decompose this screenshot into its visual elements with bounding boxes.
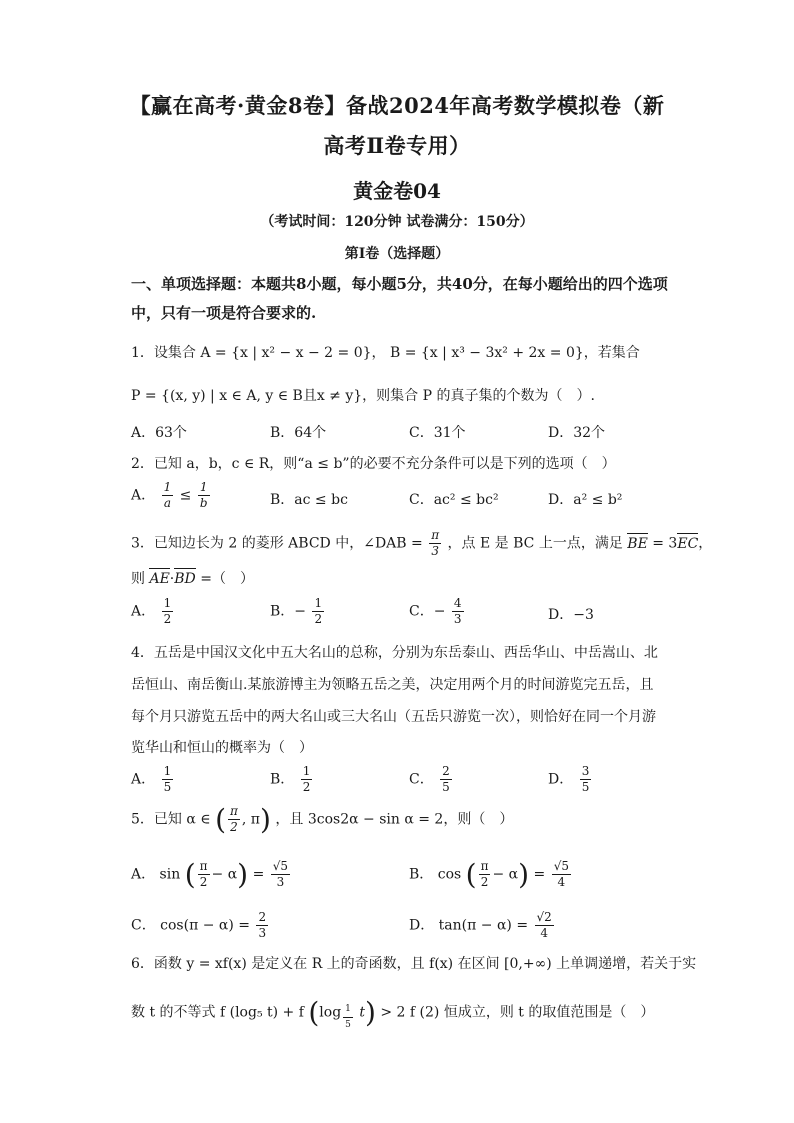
q5-interval-num: π: [230, 804, 238, 818]
part-title: 第Ⅰ卷（选择题）: [344, 246, 450, 262]
q1-stem-line-1: 1．设集合 A = {x | x² − x − 2 = 0}， B = {x | x³ − 3x² + 2x = 0}，若集合: [131, 345, 640, 361]
q1-option-c: C．31个: [409, 425, 466, 441]
q3-stem-line-2: [131, 568, 254, 588]
q5-opt-c-den: 3: [258, 926, 267, 940]
q5-opt-a-den: 3: [276, 875, 285, 889]
q5-opt-a-eq: =: [252, 866, 265, 883]
q3-opt-c-den: 3: [453, 612, 462, 626]
q2-option-b: B．ac ≤ bc: [270, 492, 348, 508]
exam-subtitle: 黄金卷04: [353, 179, 441, 203]
q2-frac2-num: 1: [198, 480, 210, 496]
q5-interval-frac: [228, 804, 240, 835]
q6-log-base-num: 1: [343, 1002, 353, 1018]
q3-stem-text-b: ，点 E 是 BC 上一点，满足: [447, 535, 623, 552]
q4-stem-line-4: 览华山和恒山的概率为（ ）: [131, 740, 313, 756]
exam-info: （考试时间：120分钟 试卷满分：150分）: [260, 214, 534, 230]
q3-angle-den: 3: [431, 544, 439, 558]
q4-option-a-prefix: A．: [131, 771, 156, 788]
q5-option-a: A． sin ( $\frac{\pi}{2}$ − α) = $\frac{√5}{3}$: [131, 858, 289, 891]
q6-log-base-den: 5: [345, 1019, 351, 1030]
q4-opt-d-den: 5: [581, 780, 590, 794]
q5-opt-a-num: √5: [272, 859, 289, 873]
q2-option-d: D．a² ≤ b²: [548, 492, 623, 508]
q4-option-d-prefix: D．: [548, 771, 574, 788]
q3-dot: ·: [169, 571, 175, 587]
q5-stem-a: 5．已知 α ∈: [131, 811, 211, 828]
q3-eq-mid: = 3: [647, 535, 678, 552]
q3-option-a-prefix: A．: [131, 603, 156, 620]
q2-option-a-prefix: A．: [131, 487, 156, 504]
q3-option-d: D．−3: [548, 607, 594, 623]
q5-opt-a-value: [271, 859, 290, 890]
q3-vector-bd: BD: [174, 571, 196, 587]
q4-option-c-prefix: C．: [409, 771, 434, 788]
q5-option-d-prefix: D． tan(π − α) =: [409, 917, 529, 934]
q1-option-b: B．64个: [270, 425, 327, 441]
q4-stem-line-3: 每个月只游览五岳中的两大名山或三大名山（五岳只游览一次），则恰好在同一个月游: [131, 709, 656, 725]
q4-option-b: [270, 764, 314, 795]
q4-opt-c-den: 5: [442, 780, 450, 794]
q3-option-c-prefix: C．−: [409, 603, 446, 620]
q4-option-b-prefix: B．: [270, 771, 295, 788]
q2-option-c: C．ac² ≤ bc²: [409, 492, 499, 508]
q4-opt-d-num: 3: [581, 764, 590, 778]
exam-title-line-1: 【赢在高考·黄金8卷】备战2024年高考数学模拟卷（新: [129, 93, 665, 118]
q3-option-a: [131, 596, 175, 627]
q5-opt-b-eq: =: [533, 866, 546, 883]
q5-opt-d-den: 4: [540, 926, 548, 940]
q3-opt-a-num: 1: [163, 596, 172, 610]
q4-option-c: [409, 764, 454, 795]
q3-option-c: [409, 596, 466, 627]
q5-option-d: [409, 910, 556, 941]
q5-opt-b-value: [552, 859, 571, 890]
q5-opt-b-two: 2: [480, 875, 489, 889]
q4-option-a-frac: [162, 764, 174, 795]
q3-stem-text-a: 3．已知边长为 2 的菱形 ABCD 中，∠DAB =: [131, 535, 423, 552]
q5-option-c: [131, 910, 270, 941]
q5-opt-d-value: [535, 910, 554, 941]
q5-stem-b: ，且 3cos2α − sin α = 2，则（ ）: [275, 811, 514, 828]
q1-option-d: D．32个: [548, 425, 606, 441]
q3-option-b-prefix: B．−: [270, 603, 307, 620]
q1-stem-line-2: P = {(x, y) | x ∈ A, y ∈ B且x ≠ y}，则集合 P 的真子集的个数为（ ）.: [131, 388, 595, 404]
q2-option-a-rel: ≤: [179, 487, 192, 504]
q3-opt-a-den: 2: [163, 612, 172, 626]
q3-line2-b: =（ ）: [195, 571, 254, 587]
q6-stem-line-2: 数 t 的不等式 f (log₅ t) + f (log $\frac{1}{5}$ t) > 2 f (2) 恒成立，则 t 的取值范围是（ ）: [131, 996, 654, 1033]
q6-log-base-frac: [343, 1002, 353, 1033]
q1-option-a: A．63个: [131, 425, 187, 441]
q2-option-a: [131, 480, 212, 511]
q5-opt-a-inner-frac: [198, 859, 210, 890]
q3-option-b: [270, 596, 326, 627]
q5-opt-b-num: √5: [553, 859, 569, 873]
q6-stem-line-1: 6．函数 y = xf(x) 是定义在 R 上的奇函数，且 f(x) 在区间 [0,+∞) 上单调递增，若关于实: [131, 956, 697, 972]
q2-frac1-den: a: [163, 496, 171, 510]
q5-opt-b-pi: π: [480, 859, 489, 873]
q4-option-d-frac: [580, 764, 592, 795]
q5-opt-d-num: √2: [536, 910, 552, 924]
q2-frac2-den: b: [199, 496, 208, 510]
q4-opt-a-num: 1: [163, 764, 172, 778]
q4-opt-a-den: 5: [163, 780, 172, 794]
q3-vector-ae: AE: [149, 571, 170, 587]
q5-option-c-prefix: C． cos(π − α) =: [131, 917, 251, 934]
q2-option-a-frac-2: [198, 480, 210, 511]
q3-opt-b-den: 2: [314, 612, 323, 626]
q4-option-c-frac: [440, 764, 452, 795]
q2-stem: 2．已知 a，b，c ∈ R，则“a ≤ b”的必要不充分条件可以是下列的选项（ ）: [131, 456, 616, 472]
q3-stem-text-c: ，: [698, 535, 713, 552]
q4-opt-c-num: 2: [442, 764, 450, 778]
q5-option-b: B． cos ( $\frac{\pi}{2}$ − α) = $\frac{√5}{4}$: [409, 858, 569, 891]
exam-title-line-2: 高考Ⅱ卷专用）: [323, 133, 471, 158]
q5-opt-c-value: [256, 910, 268, 941]
q4-stem-line-1: 4．五岳是中国汉文化中五大名山的总称，分别为东岳泰山、西岳华山、中岳嵩山、北: [131, 645, 658, 661]
q4-option-d: [548, 764, 593, 795]
q4-option-b-frac: [301, 764, 313, 795]
q6-line2-b: > 2 f (2) 恒成立，则 t 的取值范围是（ ）: [380, 1004, 655, 1021]
q3-stem-line-1: [131, 528, 712, 559]
q2-option-a-frac-1: [162, 480, 174, 511]
q3-option-a-frac: [162, 596, 174, 627]
q5-stem: 5．已知 α ∈ ( $\frac{\pi}{2}$ , π) ，且 3cos2α − sin α = 2，则（ ）: [131, 803, 514, 836]
q5-opt-b-in: − α: [492, 866, 519, 883]
section-instructions: 一、单项选择题：本题共8小题，每小题5分，共40分，在每小题给出的四个选项中，只有一项是符合要求的.: [131, 275, 668, 322]
q5-opt-a-in: − α: [211, 866, 238, 883]
q5-option-b-prefix: B． cos: [409, 866, 462, 883]
q5-opt-a-pi: π: [199, 859, 208, 873]
q6-t: t: [354, 1004, 365, 1021]
q5-option-a-prefix: A． sin: [131, 866, 181, 883]
q5-opt-a-two: 2: [199, 875, 208, 889]
q6-log: log: [319, 1004, 342, 1021]
q5-opt-b-inner-frac: [479, 859, 491, 890]
q5-opt-b-den: 4: [557, 875, 566, 889]
q4-option-a: [131, 764, 175, 795]
q3-vector-ec: EC: [677, 535, 699, 552]
q2-frac1-num: 1: [163, 480, 172, 494]
q3-vector-be: BE: [627, 535, 648, 552]
q3-angle-frac: [429, 528, 441, 559]
q4-opt-b-den: 2: [302, 780, 311, 794]
q4-opt-b-num: 1: [302, 764, 311, 778]
q6-line2-a: 数 t 的不等式 f (log₅ t) + f: [131, 1004, 304, 1021]
q3-opt-b-num: 1: [314, 596, 323, 610]
q5-opt-c-num: 2: [258, 910, 267, 924]
q3-line2-a: 则: [131, 571, 145, 587]
q3-angle-num: π: [431, 528, 440, 542]
q4-stem-line-2: 岳恒山、南岳衡山.某旅游博主为领略五岳之美，决定用两个月的时间游览完五岳，且: [131, 677, 654, 693]
q3-option-b-frac: [312, 596, 324, 627]
q5-interval-rest: , π: [241, 811, 261, 828]
q3-option-c-frac: [452, 596, 464, 627]
q5-interval-den: 2: [230, 820, 238, 834]
q3-opt-c-num: 4: [453, 596, 462, 610]
